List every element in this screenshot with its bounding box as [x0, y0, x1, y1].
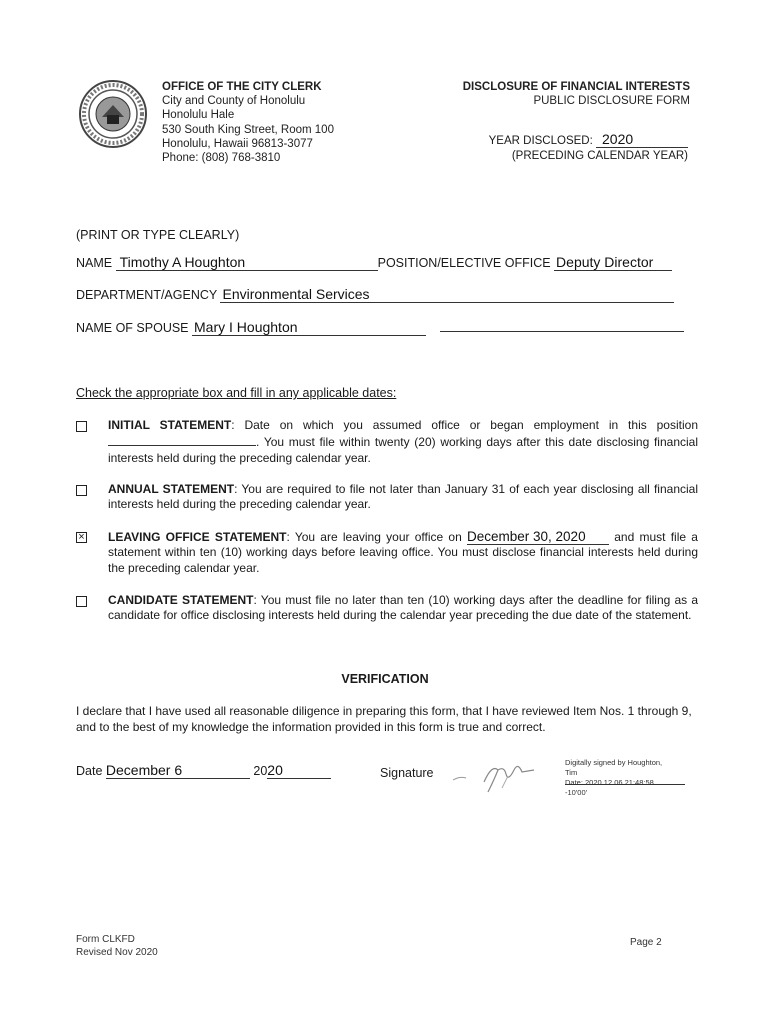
- signature-label: Signature: [380, 766, 434, 780]
- office-line: City and County of Honolulu: [162, 95, 306, 108]
- department-field[interactable]: Environmental Services: [220, 286, 674, 303]
- office-header: [162, 80, 334, 165]
- office-line: Phone: (808) 768-3810: [162, 152, 281, 165]
- annual-statement-title: ANNUAL STATEMENT: [108, 482, 235, 496]
- initial-date-field[interactable]: [108, 433, 256, 446]
- initial-statement-desc-2: . You must file within twenty (20) working days after this date disclosing financial interests held during the preceding calendar year.: [108, 435, 698, 465]
- leaving-office-desc-2: and must file a statement within ten (10) working days before leaving office. You must disclose financial interests held during the preceding calendar year.: [108, 530, 698, 575]
- leaving-date-field[interactable]: December 30, 2020: [467, 529, 609, 545]
- initial-statement-checkbox[interactable]: [76, 421, 87, 432]
- leaving-office-checkbox[interactable]: ×: [76, 532, 87, 543]
- form-id: Form CLKFD: [76, 934, 135, 945]
- office-line: 530 South King Street, Room 100: [162, 123, 334, 136]
- verification-text: I declare that I have used all reasonable diligence in preparing this form, that I have reviewed Item Nos. 1 through 9, and to the best of my knowledge the information provided in this form is true and correct.: [76, 704, 692, 734]
- digital-sig-line: -10'00': [565, 788, 588, 797]
- office-line: Honolulu, Hawaii 96813-3077: [162, 137, 313, 150]
- form-subtitle: PUBLIC DISCLOSURE FORM: [533, 95, 690, 108]
- digital-sig-line: Date: 2020.12.06 21:48:58: [565, 778, 654, 787]
- signature-row: [380, 766, 434, 780]
- annual-statement-checkbox[interactable]: [76, 485, 87, 496]
- department-row: [76, 286, 674, 303]
- form-title: DISCLOSURE OF FINANCIAL INTERESTS: [462, 81, 690, 93]
- digital-sig-line: Tim: [565, 768, 578, 777]
- position-field[interactable]: Deputy Director: [554, 254, 672, 271]
- date-label: Date: [76, 764, 103, 778]
- date-row: [76, 762, 331, 779]
- initial-statement-desc: : Date on which you assumed office or began employment in this position: [231, 418, 698, 432]
- digital-signature-block: [565, 758, 662, 798]
- page-number: Page 2: [630, 937, 662, 948]
- signature-scribble: [448, 748, 558, 800]
- spouse-field[interactable]: Mary I Houghton: [192, 319, 426, 336]
- candidate-statement-checkbox[interactable]: [76, 596, 87, 607]
- date-year-field[interactable]: 20: [267, 762, 331, 779]
- digital-sig-line: Digitally signed by Houghton,: [565, 758, 663, 767]
- form-footer: [76, 934, 158, 959]
- position-label: POSITION/ELECTIVE OFFICE: [377, 256, 551, 270]
- initial-statement-text: [108, 418, 698, 466]
- candidate-statement-title: CANDIDATE STATEMENT: [108, 593, 254, 607]
- city-seal: [78, 79, 148, 149]
- office-line: Honolulu Hale: [162, 109, 235, 122]
- annual-statement-desc: : You are required to file not later than January 31 of each year disclosing all financial interests held during the preceding calendar year.: [108, 482, 699, 512]
- candidate-statement-text: [108, 593, 698, 624]
- department-label: DEPARTMENT/AGENCY: [76, 288, 217, 302]
- annual-statement-text: [108, 482, 698, 513]
- year-prefix: 20: [253, 764, 268, 778]
- revised-date: Revised Nov 2020: [76, 946, 158, 958]
- form-header: [463, 80, 690, 108]
- name-row: [76, 254, 672, 271]
- name-field[interactable]: Timothy A Houghton: [116, 254, 378, 271]
- spouse-label: NAME OF SPOUSE: [76, 321, 189, 335]
- spouse-extra-field[interactable]: [440, 317, 684, 332]
- leaving-office-text: [108, 529, 698, 576]
- name-label: NAME: [76, 256, 113, 270]
- check-instructions: Check the appropriate box and fill in any applicable dates:: [76, 386, 397, 400]
- office-title: OFFICE OF THE CITY CLERK: [162, 81, 322, 93]
- spouse-row: [76, 317, 684, 336]
- print-note: (PRINT OR TYPE CLEARLY): [76, 228, 240, 242]
- date-field[interactable]: December 6: [106, 762, 250, 779]
- year-disclosed-block: [489, 132, 688, 164]
- year-field[interactable]: 2020: [596, 132, 688, 148]
- initial-statement-title: INITIAL STATEMENT: [108, 418, 232, 432]
- year-label: YEAR DISCLOSED:: [488, 135, 593, 147]
- leaving-office-desc: : You are leaving your office on: [286, 530, 462, 544]
- leaving-office-title: LEAVING OFFICE STATEMENT: [108, 530, 287, 544]
- year-note: (PRECEDING CALENDAR YEAR): [511, 150, 688, 162]
- candidate-statement-desc: : You must file no later than ten (10) working days after the deadline for filing as a candidate for office disclosing interests held during the calendar year preceding the due date of the statement.: [108, 593, 698, 623]
- verification-title: VERIFICATION: [341, 672, 429, 686]
